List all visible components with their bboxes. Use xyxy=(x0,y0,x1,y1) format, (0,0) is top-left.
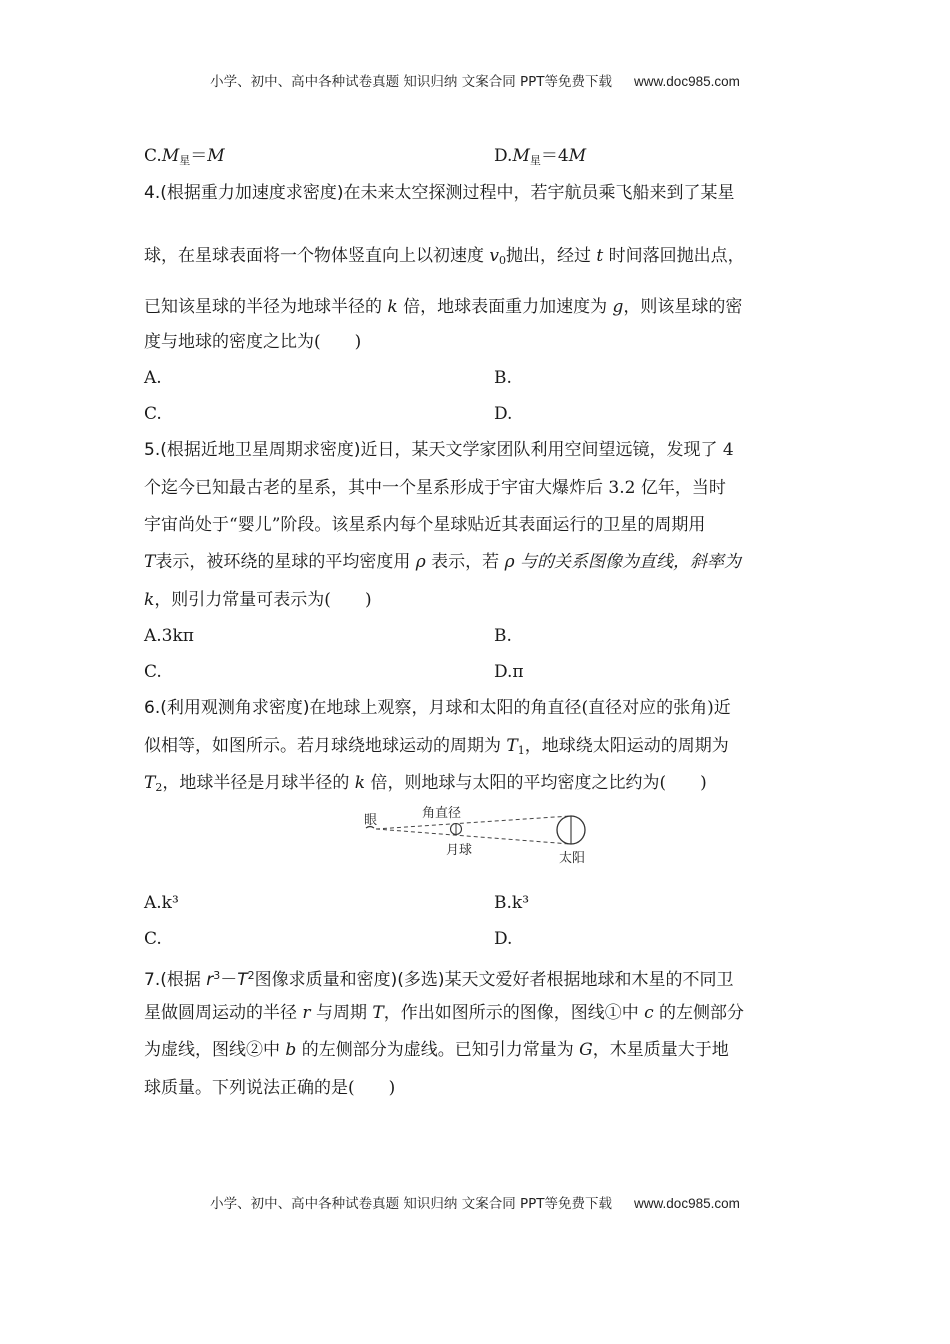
q5-line-2: 个迄今已知最古老的星系，其中一个星系形成于宇宙大爆炸后 3.2 亿年，当时 xyxy=(144,478,726,498)
header-text: 小学、初中、高中各种试卷真题 知识归纳 文案合同 PPT等免费下载 xyxy=(210,74,613,90)
q4-option-c[interactable]: C. xyxy=(144,404,162,424)
q5-option-c[interactable]: C. xyxy=(144,662,162,682)
q5-line-1: 5.(根据近地卫星周期求密度)近日，某天文学家团队利用空间望远镜，发现了 4 xyxy=(144,440,734,460)
q6-line-1: 6.(利用观测角求密度)在地球上观察，月球和太阳的角直径(直径对应的张角)近 xyxy=(144,698,731,718)
q4-line-3: 已知该星球的半径为地球半径的 k 倍，地球表面重力加速度为 g，则该星球的密 xyxy=(144,297,743,317)
q4-option-b[interactable]: B. xyxy=(494,368,512,388)
q5-line-5: k，则引力常量可表示为( ) xyxy=(144,590,372,610)
q6-tag: 6.(利用观测角求密度) xyxy=(144,698,310,718)
q3-option-c[interactable]: $C.M_星=M$ xyxy=(144,146,225,167)
q4-option-a[interactable]: A. xyxy=(144,368,162,388)
q4-line-4: 度与地球的密度之比为( ) xyxy=(144,332,362,352)
footer-url[interactable]: www.doc985.com xyxy=(634,1196,740,1211)
q6-line-2: 似相等，如图所示。若月球绕地球运动的周期为 $T_1$，地球绕太阳运动的周期为 xyxy=(144,736,729,757)
q5-option-b[interactable]: B. xyxy=(494,626,512,646)
angle-label: 角直径 xyxy=(422,806,462,821)
q3-option-d[interactable]: $D.M_星=4M$ xyxy=(494,146,587,167)
lower-sight-line xyxy=(376,829,570,844)
q5-line-3: 宇宙尚处于“婴儿”阶段。该星系内每个星球贴近其表面运行的卫星的周期用 xyxy=(144,515,706,535)
q5-tag: 5.(根据近地卫星周期求密度) xyxy=(144,440,361,460)
q5-line-4: T表示，被环绕的星球的平均密度用 ρ 表示，若 ρ 与的关系图像为直线，斜率为 xyxy=(144,552,741,572)
header-url[interactable]: www.doc985.com xyxy=(634,74,740,89)
q6-option-d[interactable]: D. xyxy=(494,929,513,949)
eye-label: 眼 xyxy=(364,813,378,828)
sun-label: 太阳 xyxy=(559,851,586,866)
footer-text: 小学、初中、高中各种试卷真题 知识归纳 文案合同 PPT等免费下载 xyxy=(210,1196,613,1212)
moon-label: 月球 xyxy=(446,843,473,858)
q6-option-c[interactable]: C. xyxy=(144,929,162,949)
q7-line-4: 球质量。下列说法正确的是( ) xyxy=(144,1078,396,1098)
page-footer xyxy=(0,1192,950,1212)
q5-option-a[interactable]: A.3kπ xyxy=(144,626,194,646)
q6-option-b[interactable]: B.k³ xyxy=(494,893,530,913)
q4-option-d[interactable]: D. xyxy=(494,404,513,424)
q5-option-d[interactable]: D.π xyxy=(494,662,524,682)
q4-line-2: 球，在星球表面将一个物体竖直向上以初速度 $v_0$抛出，经过 t 时间落回抛出点， xyxy=(144,246,745,267)
q7-line-2: 星做圆周运动的半径 r 与周期 T，作出如图所示的图像，图线①中 c 的左侧部分 xyxy=(144,1003,745,1023)
q7-tag: 7.(根据 $r^3-T^2$图像求质量和密度)(多选) xyxy=(144,969,445,990)
q6-option-a[interactable]: A.k³ xyxy=(144,893,179,913)
q4-tag: 4.(根据重力加速度求密度) xyxy=(144,183,344,203)
q7-line-1: 7.(根据 $r^3-T^2$图像求质量和密度)(多选)某天文爱好者根据地球和木星的不同卫 xyxy=(144,969,734,990)
q7-line-3: 为虚线，图线②中 b 的左侧部分为虚线。已知引力常量为 G，木星质量大于地 xyxy=(144,1040,729,1060)
page-header xyxy=(0,70,950,90)
q4-line-1: 4.(根据重力加速度求密度)在未来太空探测过程中，若宇航员乘飞船来到了某星 xyxy=(144,183,735,203)
q6-line-3: $T_2$，地球半径是月球半径的 k 倍，则地球与太阳的平均密度之比约为( ) xyxy=(144,773,707,794)
angular-diameter-figure xyxy=(360,800,600,868)
upper-sight-line xyxy=(376,816,570,829)
